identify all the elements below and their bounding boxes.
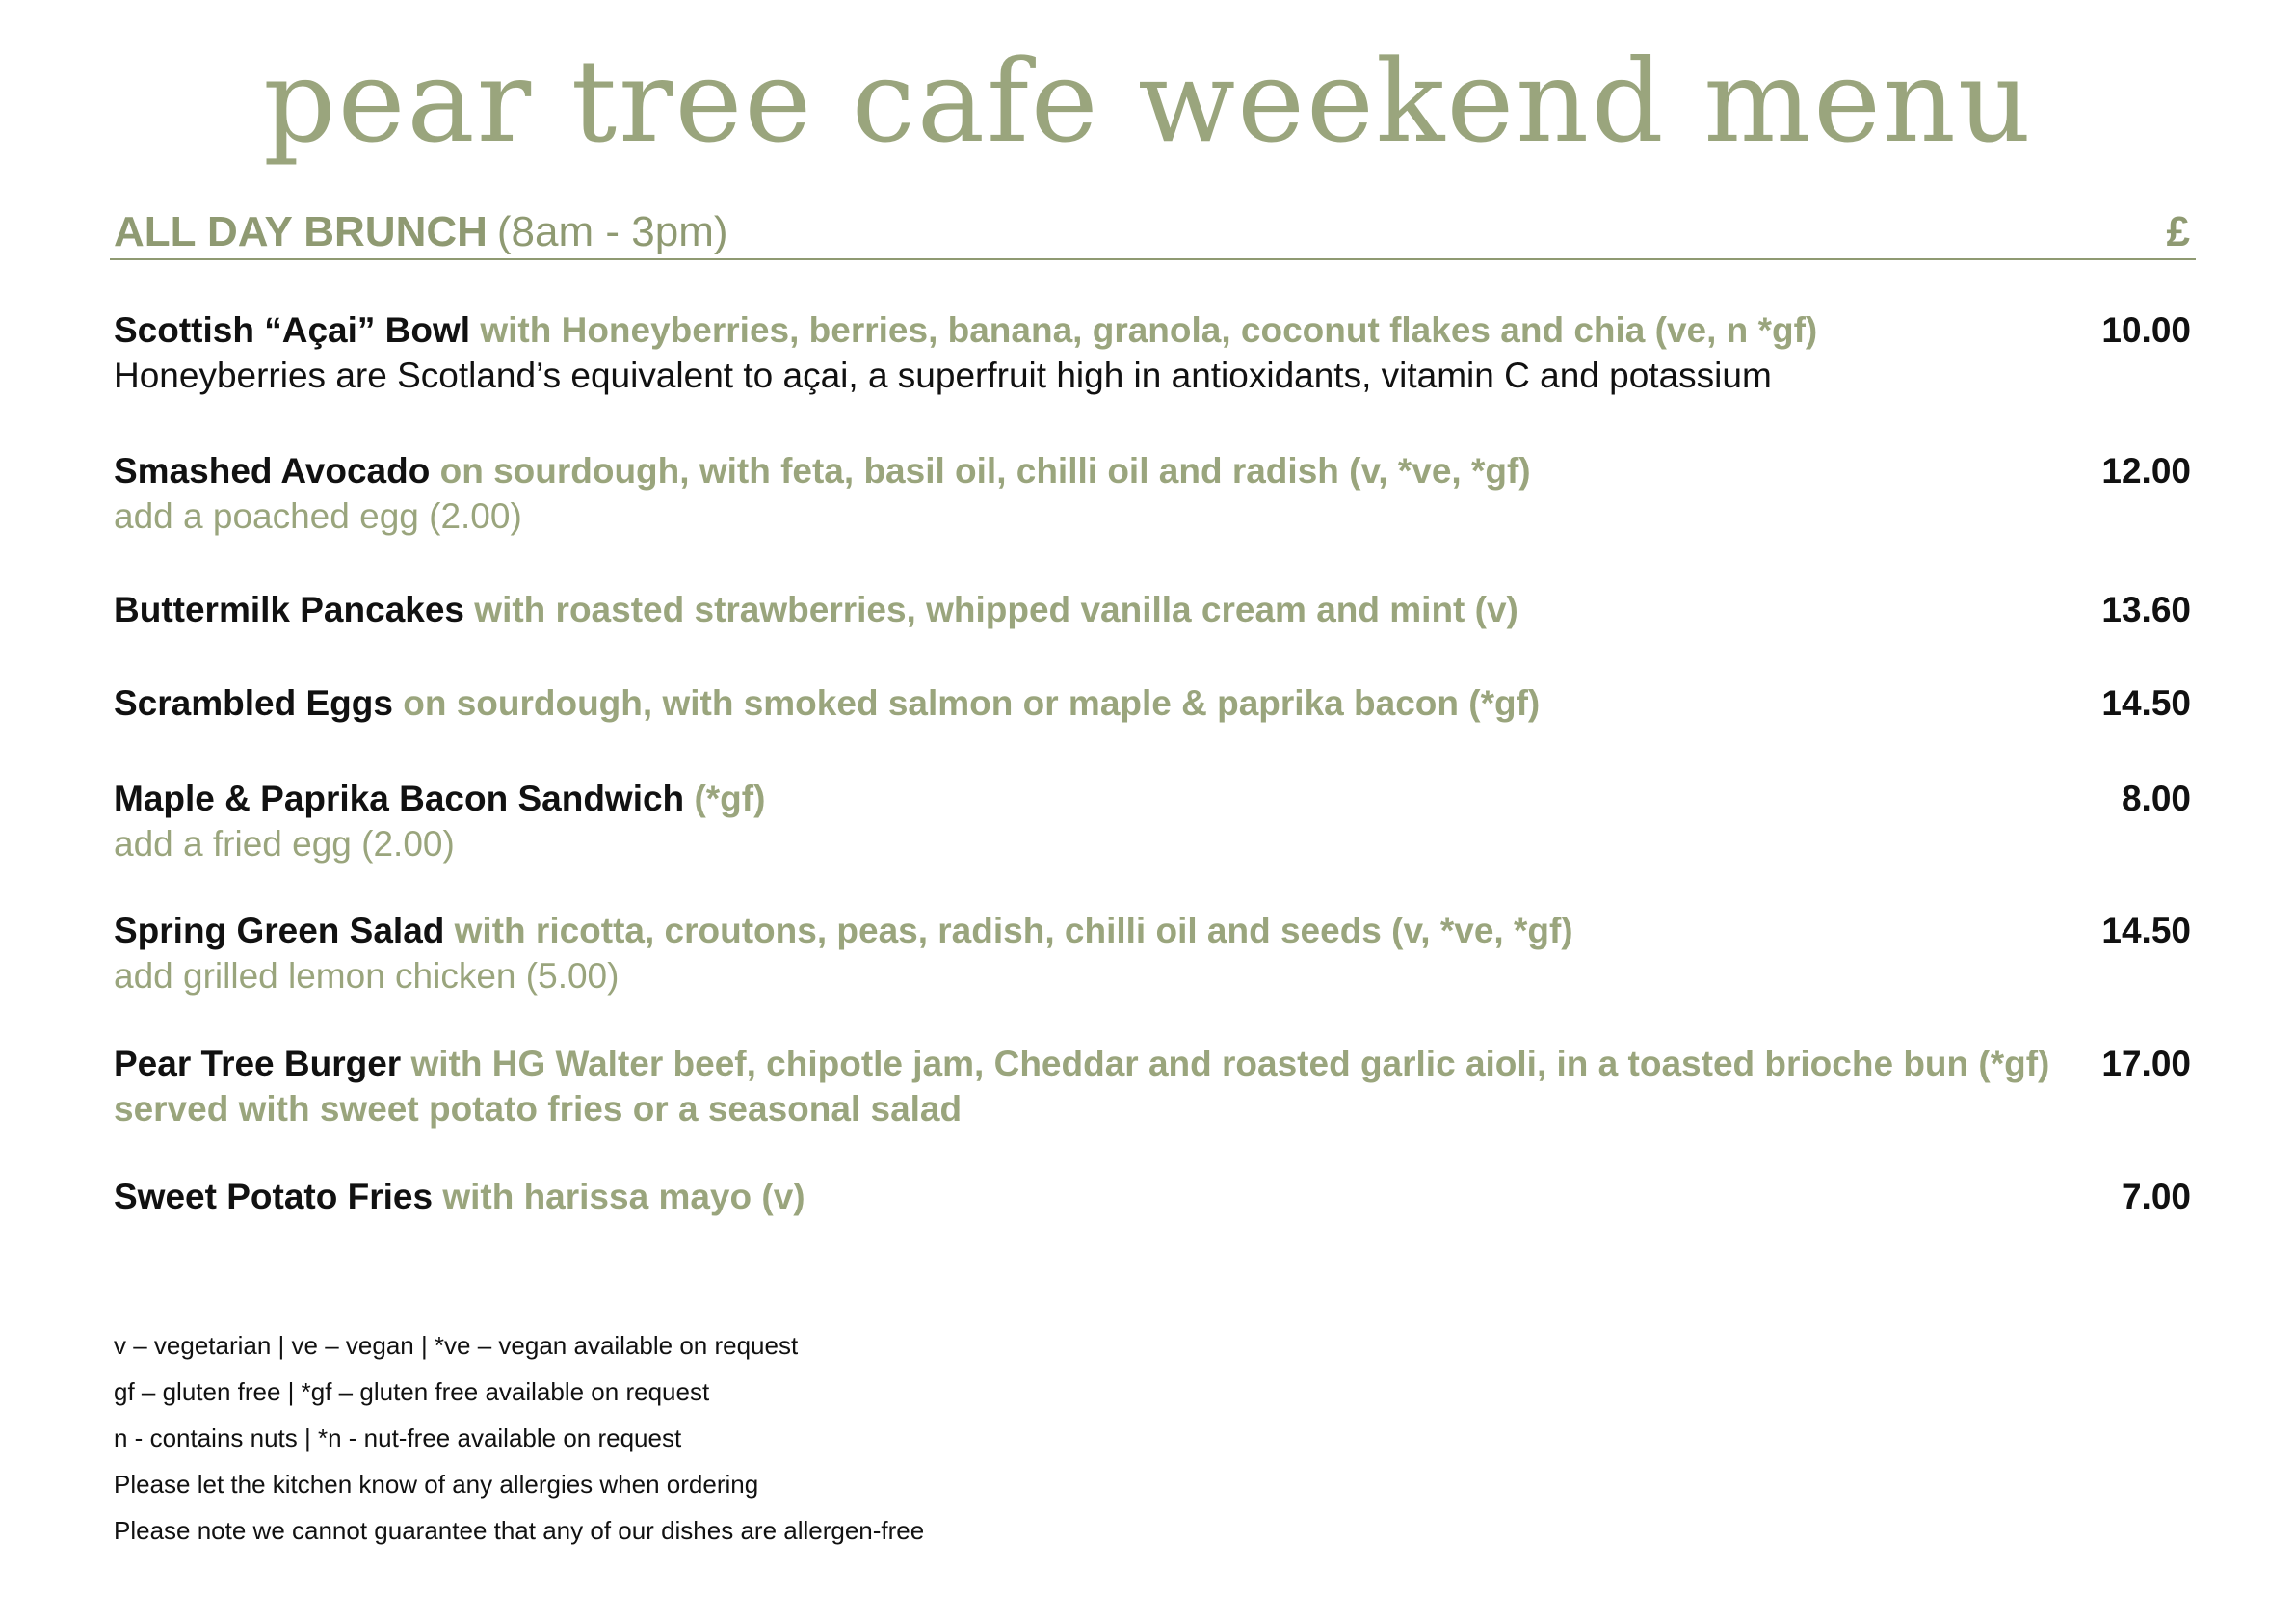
item-price: 12.00: [2101, 451, 2191, 491]
footnote-nuts: n - contains nuts | *n - nut-free available on request: [114, 1423, 682, 1452]
section-name: ALL DAY BRUNCH: [114, 208, 488, 255]
item-name: Spring Green Salad: [114, 911, 445, 950]
item-description: (*gf): [694, 779, 766, 818]
item-description: with HG Walter beef, chipotle jam, Cheddar and roasted garlic aioli, in a toasted brioche bun (*gf): [410, 1044, 2050, 1083]
footnote-allergies: Please let the kitchen know of any allergies when ordering: [114, 1470, 759, 1499]
item-description: on sourdough, with smoked salmon or maple & paprika bacon (*gf): [403, 683, 1541, 723]
item-price: 14.50: [2101, 911, 2191, 950]
item-note: add a fried egg (2.00): [114, 824, 455, 864]
item-line: [114, 449, 2195, 493]
footnote-disclaimer: Please note we cannot guarantee that any of our dishes are allergen-free: [114, 1516, 925, 1545]
menu-title: pear tree cafe weekend menu: [263, 35, 2033, 168]
item-line: [114, 681, 2195, 726]
section-title: [114, 206, 728, 258]
item-price: 7.00: [2121, 1177, 2191, 1216]
menu-item-bacon-sandwich: [114, 777, 2195, 867]
item-note: add grilled lemon chicken (5.00): [114, 956, 620, 996]
allergen-footnotes: [114, 1322, 1270, 1554]
item-line: [114, 909, 2195, 953]
item-price: 17.00: [2101, 1044, 2191, 1083]
footnote-vegetarian: v – vegetarian | ve – vegan | *ve – vegan available on request: [114, 1331, 799, 1360]
item-price: 14.50: [2101, 683, 2191, 723]
item-description: with Honeyberries, berries, banana, granola, coconut flakes and chia (ve, n *gf): [480, 310, 1818, 350]
item-description: on sourdough, with feta, basil oil, chilli oil and radish (v, *ve, *gf): [439, 451, 1531, 491]
item-name: Scottish “Açai” Bowl: [114, 310, 471, 350]
section-header: [110, 206, 2196, 260]
item-name: Maple & Paprika Bacon Sandwich: [114, 779, 685, 818]
menu-item-spring-green-salad: [114, 909, 2195, 999]
item-note: served with sweet potato fries or a seasonal salad: [114, 1089, 963, 1129]
item-note: add a poached egg (2.00): [114, 496, 522, 536]
item-line: [114, 1175, 2195, 1219]
item-name: Sweet Potato Fries: [114, 1177, 434, 1216]
section-hours: (8am - 3pm): [496, 208, 728, 255]
item-name: Buttermilk Pancakes: [114, 590, 465, 629]
menu-item-pear-tree-burger: [114, 1042, 2195, 1132]
item-price: 13.60: [2101, 590, 2191, 629]
item-line: [114, 777, 2195, 821]
menu-item-acai-bowl: [114, 308, 2195, 399]
item-price: 10.00: [2101, 310, 2191, 350]
footnote-gluten: gf – gluten free | *gf – gluten free available on request: [114, 1377, 710, 1406]
item-line: [114, 1042, 2195, 1086]
menu-item-scrambled-eggs: [114, 681, 2195, 726]
item-name: Pear Tree Burger: [114, 1044, 402, 1083]
item-price: 8.00: [2121, 779, 2191, 818]
item-line: [114, 588, 2195, 632]
item-line: [114, 308, 2195, 353]
item-description: with harissa mayo (v): [442, 1177, 805, 1216]
currency-symbol: £: [2166, 208, 2190, 255]
item-description: with ricotta, croutons, peas, radish, chilli oil and seeds (v, *ve, *gf): [454, 911, 1573, 950]
menu-item-sweet-potato-fries: [114, 1175, 2195, 1219]
menu-item-smashed-avocado: [114, 449, 2195, 540]
item-name: Scrambled Eggs: [114, 683, 393, 723]
menu-item-buttermilk-pancakes: [114, 588, 2195, 632]
item-note: Honeyberries are Scotland’s equivalent to açai, a superfruit high in antioxidants, vitamin C and potassium: [114, 356, 1772, 395]
item-description: with roasted strawberries, whipped vanilla cream and mint (v): [474, 590, 1518, 629]
item-name: Smashed Avocado: [114, 451, 431, 491]
